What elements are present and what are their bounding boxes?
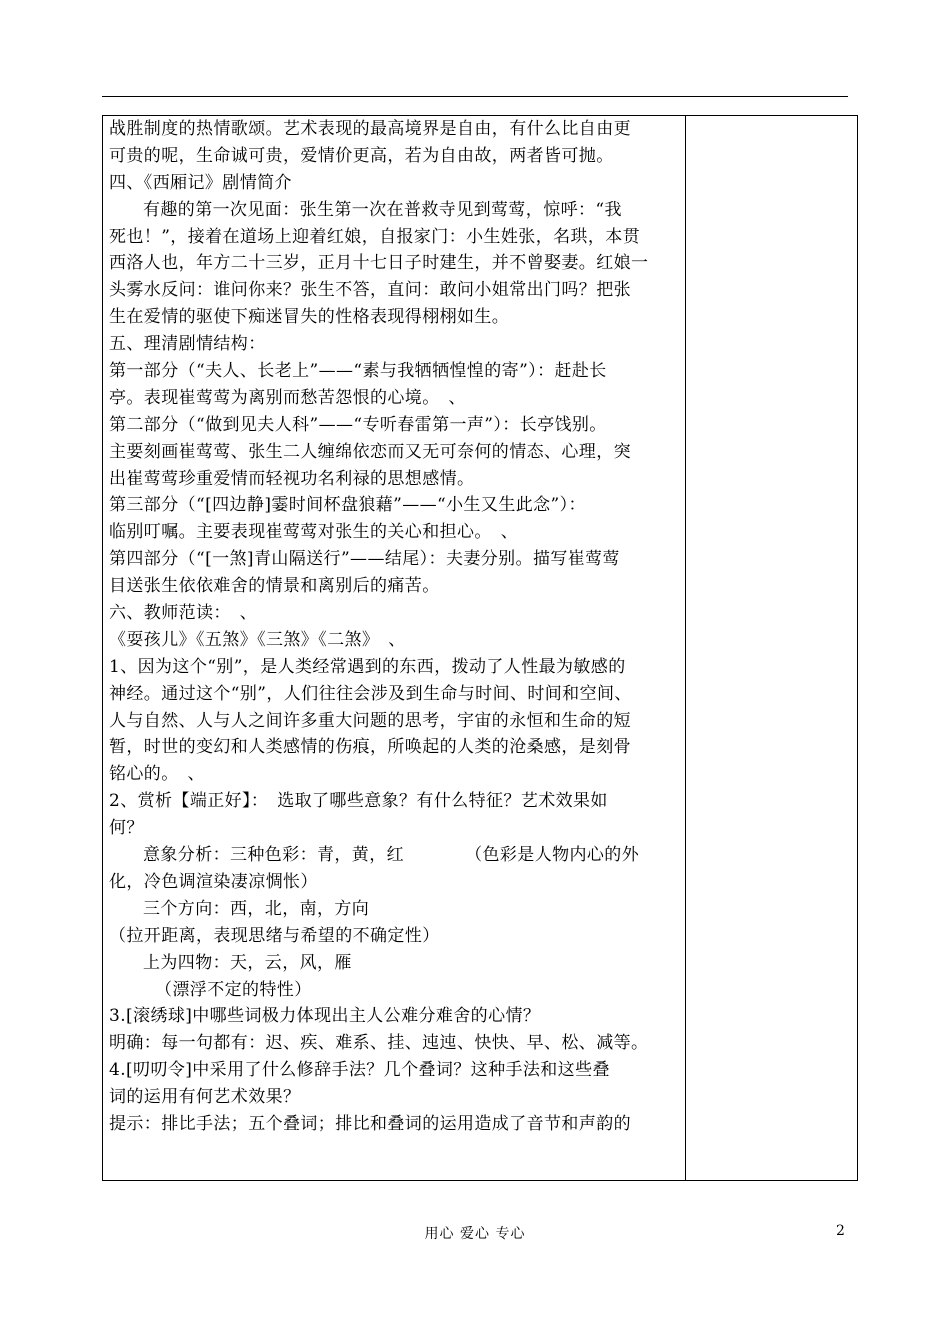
text-line: 明确：每一句都有：迟、疾、难系、挂、迍迍、快快、早、松、减等。	[109, 1033, 649, 1054]
text-line: 临别叮嘱。主要表现崔莺莺对张生的关心和担心。 、	[109, 522, 519, 543]
text-line: 三个方向：西，北，南，方向	[143, 898, 370, 919]
text-line: 人与自然、人与人之间许多重大问题的思考，宇宙的永恒和生命的短	[109, 710, 631, 731]
text-line: 第一部分（“夫人、长老上”——“素与我牺牺惶惶的寄”）：赶赴长	[109, 361, 607, 382]
text-line: 第三部分（“[四边静]霎时间杯盘狼藉”——“小生又生此念”）：	[109, 495, 586, 516]
text-line: 亭。表现崔莺莺为离别而愁苦怨恨的心境。 、	[109, 387, 466, 408]
header-rule	[102, 96, 848, 97]
text-line: 生在爱情的驱使下痴迷冒失的性格表现得栩栩如生。	[109, 307, 510, 328]
lesson-content-cell	[109, 116, 681, 1138]
text-line: 1、因为这个“别”，是人类经常遇到的东西，拨动了人性最为敏感的	[109, 656, 626, 677]
text-line: 战胜制度的热情歌颂。艺术表现的最高境界是自由，有什么比自由更	[109, 119, 631, 139]
text-line: （漂浮不定的特性）	[155, 979, 312, 1000]
column-divider	[685, 116, 686, 1180]
text-line: 头雾水反问：谁问你来？张生不答，直问：敢问小姐常出门吗？把张	[109, 280, 631, 301]
text-line: 第四部分（“[一煞]青山隔送行”——结尾）：夫妻分别。描写崔莺莺	[109, 549, 620, 570]
page-number: 2	[836, 1223, 845, 1239]
text-line: 2、赏析【端正好】： 选取了哪些意象？有什么特征？艺术效果如	[109, 791, 608, 812]
text-line: 化，冷色调渲染凄凉惆怅）	[109, 871, 318, 892]
text-line: 目送张生依依难舍的情景和离别后的痛苦。	[109, 576, 440, 597]
section-heading: 四、《西厢记》剧情简介	[109, 172, 292, 193]
text-line: 意象分析：三种色彩：青，黄，红 （色彩是人物内心的外	[143, 845, 640, 866]
text-line: 神经。通过这个“别”，人们往往会涉及到生命与时间、时间和空间、	[109, 683, 632, 704]
text-line: 提示：排比手法；五个叠词；排比和叠词的运用造成了音节和声韵的	[109, 1113, 631, 1134]
text-line: 上为四物：天，云，风，雁	[143, 952, 352, 973]
text-line: 4.[叨叨令]中采用了什么修辞手法？几个叠词？这种手法和这些叠	[109, 1060, 610, 1081]
text-line: 主要刻画崔莺莺、张生二人缠绵依恋而又无可奈何的情态、心理，突	[109, 441, 631, 462]
text-line: 暂，时世的变幻和人类感情的伤痕，所唤起的人类的沧桑感，是刻骨	[109, 737, 631, 758]
text-line: 出崔莺莺珍重爱情而轻视功名利禄的思想感情。	[109, 468, 475, 489]
text-line: 第二部分（“做到见夫人科”——“专听春雷第一声”）：长亭饯别。	[109, 414, 607, 435]
text-line: （拉开距离，表现思绪与希望的不确定性）	[109, 925, 440, 946]
section-heading: 五、理清剧情结构：	[109, 334, 266, 355]
text-line: 词的运用有何艺术效果？	[109, 1087, 301, 1108]
text-line: 可贵的呢，生命诚可贵，爱情价更高，若为自由故，两者皆可抛。	[109, 145, 614, 166]
text-line: 西洛人也，年方二十三岁，正月十七日子时建生，并不曾娶妻。红娘一	[109, 253, 649, 274]
text-line: 有趣的第一次见面：张生第一次在普救寺见到莺莺，惊呼：“我	[143, 199, 622, 220]
text-line: 《耍孩儿》《五煞》《三煞》《二煞》 、	[109, 629, 406, 650]
footer-motto: 用心 爱心 专心	[424, 1226, 526, 1242]
text-line: 3.[滚绣球]中哪些词极力体现出主人公难分难舍的心情？	[109, 1006, 541, 1027]
text-line: 何？	[109, 818, 144, 839]
lesson-table	[102, 115, 858, 1181]
text-line: 死也！”，接着在道场上迎着红娘，自报家门：小生姓张，名珙，本贯	[109, 226, 641, 247]
section-heading: 六、教师范读： 、	[109, 603, 258, 624]
text-line: 铭心的。 、	[109, 764, 205, 785]
